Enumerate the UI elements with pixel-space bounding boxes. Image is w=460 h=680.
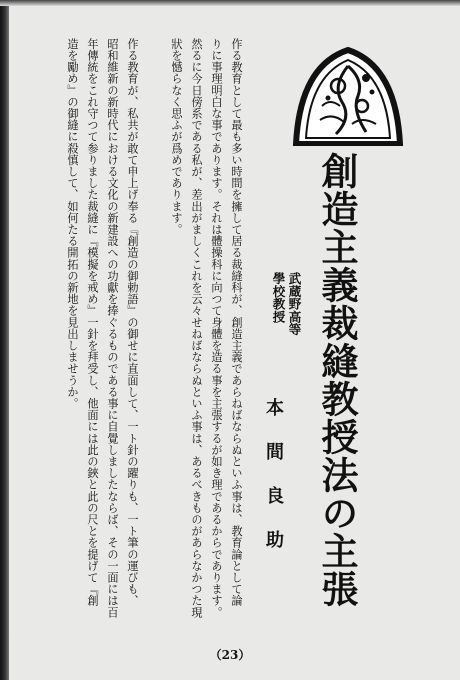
decorative-emblem-icon bbox=[292, 46, 404, 146]
body-paragraph-1-line-2: りに事理明白な事であります。それは體操科に向つて身體を造る事を主張するが如き理であるからであります。 bbox=[210, 38, 223, 618]
article-title: 創造主義裁縫教授法の主張 bbox=[315, 152, 359, 608]
author-affiliation-line-1: 武蔵野高等 bbox=[287, 272, 302, 336]
page-number: （23） bbox=[209, 648, 251, 662]
body-paragraph-2-line-2: 昭和維新の新時代における文化の新建設への功獻を捧ぐるものである事に自覺しましたならば、その一面には百 bbox=[106, 38, 119, 618]
body-paragraph-2-line-1: 作る教育が、私共が敢て申上げ奉る『創造の御勅語』の御せに直面して、一ト針の躍りも、一ト筆の運びも、 bbox=[126, 38, 139, 607]
page-top-shadow bbox=[0, 0, 460, 6]
body-paragraph-1-line-3: 然るに今日傍系である私が、差出がましくこれを云々せねばならぬといふ事は、あるべきものがあらなかつた現 bbox=[190, 38, 203, 618]
body-paragraph-2-line-3: 年傳統をこれ守つて参りました裁縫に『模擬を戒め』一針を拜受し、他面には此の鋏と此の尺とを提げて『創 bbox=[86, 38, 99, 607]
body-paragraph-1-line-1: 作る教育として最も多い時間を擁して居る裁縫科が、創造主義であらねばならぬといふ事は、教育論として論 bbox=[230, 38, 243, 607]
author-affiliation-line-2: 學校教授 bbox=[271, 272, 286, 324]
author-name: 本間良助 bbox=[263, 398, 284, 574]
body-paragraph-2-line-4: 造を勵め』の御縫に殺慎して、如何たる開拓の新地を見出しませうか。 bbox=[66, 38, 79, 410]
page-edge-shadow bbox=[0, 0, 9, 680]
body-paragraph-1-line-4: 狀を憾らなく思ふが爲めであります。 bbox=[170, 38, 183, 236]
